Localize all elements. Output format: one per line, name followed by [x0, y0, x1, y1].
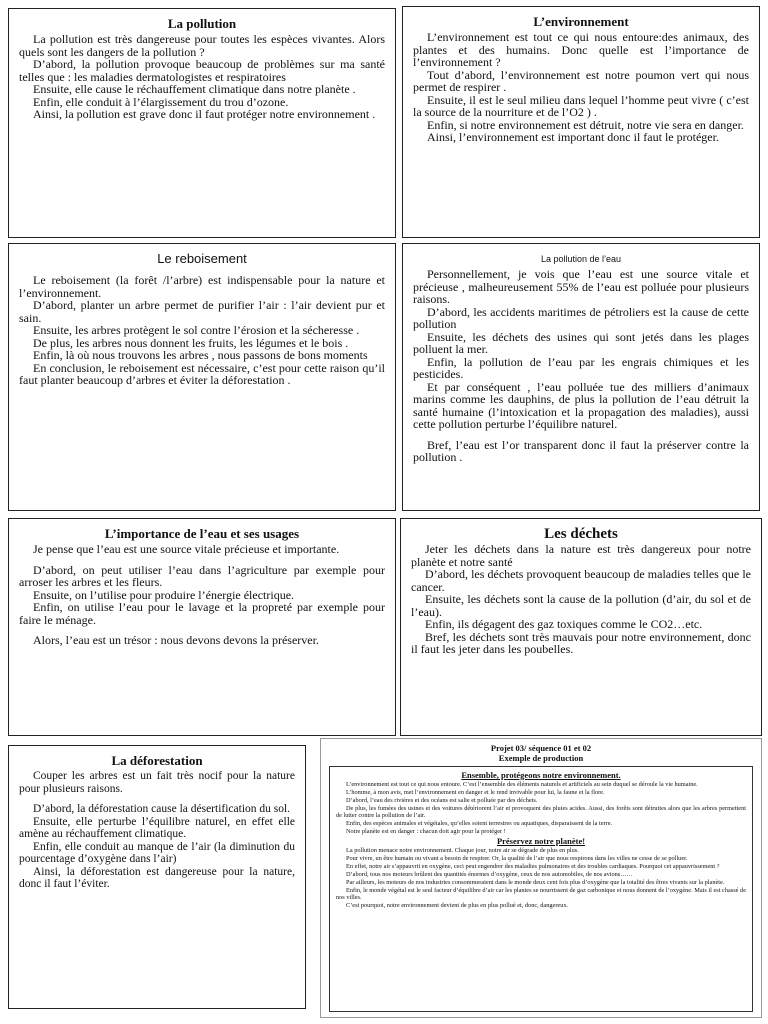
paragraph: Enfin, le monde végétal est le seul facteur d’équilibre d’air car les plantes se nourrissent de gaz carbonique et nous donnent de l’oxygène. Mais il est chassé de nos villes.	[336, 887, 746, 901]
paragraph: C’est pourquoi, notre environnement devient de plus en plus pollué et, donc, dangereux.	[346, 902, 569, 909]
paragraph: Ensuite, on l’utilise pour produire l’énergie électrique.	[33, 587, 295, 602]
paragraph: D’abord, les déchets provoquent beaucoup de maladies telles que le cancer.	[411, 567, 751, 594]
paragraph: Enfin, là où nous trouvons les arbres , nous passons de bons moments	[33, 348, 368, 362]
card-environnement	[402, 6, 760, 238]
paragraph: D’abord, les accidents maritimes de pétroliers est la cause de cette pollution	[413, 304, 749, 331]
card-title: La déforestation	[111, 753, 203, 768]
paragraph: Par ailleurs, les moteurs de nos industries consommeraient dans le monde deux cent fois plus d’oxygène que la totalité des êtres vivants sur la planète.	[346, 879, 725, 886]
paragraph: L’environnement est tout ce qui nous entoure:des animaux, des plantes et des humains. Donc quelle est l’importance de l’environnement ?	[413, 30, 749, 69]
paragraph: Enfin, elle conduit à l’élargissement du trou d’ozone.	[33, 94, 289, 109]
paragraph: Enfin, si notre environnement est détruit, notre vie sera en danger.	[427, 117, 744, 132]
paragraph: D’abord, planter un arbre permet de purifier l’air : l’air devient pur et sain.	[19, 298, 385, 325]
paragraph: L’environnement est tout ce qui nous entoure. C’est l’ensemble des éléments naturels et artificiels au sein duquel se déroule la vie humaine.	[346, 781, 698, 788]
paragraph: Jeter les déchets dans la nature est très dangereux pour notre planète et notre santé	[411, 542, 751, 569]
paragraph: De plus, les arbres nous donnent les fruits, les légumes et le bois .	[33, 335, 349, 350]
paragraph: Tout d’abord, l’environnement est notre poumon vert qui nous permet de respirer .	[413, 67, 749, 94]
section-title: Préservez notre planète!	[496, 836, 586, 846]
paragraph: D’abord, on peut utiliser l’eau dans l’agriculture par exemple pour arroser les arbres et les fleurs.	[19, 562, 385, 589]
production-example-box	[329, 766, 753, 1012]
card-eau-usages	[8, 518, 396, 736]
paragraph: La pollution est très dangereuse pour toutes les espèces vivantes. Alors quels sont les dangers de la pollution ?	[19, 32, 385, 59]
paragraph: Bref, l’eau est l’or transparent donc il faut la préserver contre la pollution .	[413, 437, 749, 464]
paragraph: Alors, l’eau est un trésor : nous devons devons la préserver.	[33, 633, 319, 647]
paragraph: D’abord, la déforestation cause la désertification du sol.	[33, 803, 291, 815]
projet-header: Projet 03/ séquence 01 et 02	[490, 743, 592, 753]
paragraph: Enfin, la pollution de l’eau par les engrais chimiques et les pesticides.	[413, 354, 749, 381]
card-title: Les déchets	[544, 526, 618, 542]
card-title: L’environnement	[533, 14, 629, 29]
paragraph: D’abord, la pollution provoque beaucoup de problèmes sur ma santé telles que : les maladies dermatologistes et respiratoires	[19, 57, 385, 84]
paragraph: Notre planète est en danger : chacun doit agir pour la protéger !	[346, 828, 506, 835]
paragraph: D’abord, l’eau des rivières et des océans est salie et polluée par des déchets.	[346, 797, 538, 804]
card-title: Le reboisement	[157, 251, 247, 266]
paragraph: En conclusion, le reboisement est nécessaire, c’est pour cette raison qu’il faut planter beaucoup d’arbres et éviter la déforestation .	[19, 360, 385, 387]
paragraph: La pollution menace notre environnement. Chaque jour, notre air se dégrade de plus en plus.	[346, 847, 579, 854]
paragraph: De plus, les fumées des usines et des voitures détériorent l’air et provoquent des pluies acides. Aussi, des forêts sont détruites alors que les arbres permettent de lutter contre la pollution de l’air.	[336, 805, 746, 819]
paragraph: Enfin, des espèces animales et végétales, qu’elles soient terrestres ou aquatiques, disparaissent de la terre.	[346, 820, 613, 827]
card-title: L’importance de l’eau et ses usages	[104, 526, 300, 541]
paragraph: Et par conséquent , l’eau polluée tue des milliers d’animaux marins comme les dauphins, de plus la pollution de l’eau détruit la santé humaine (l’intoxication et la propagation des maladies), aussi cette pollution perturbe l’équilibre naturel.	[413, 379, 749, 431]
section-title: Ensemble, protégeons notre environnement.	[461, 770, 621, 780]
card-title: La pollution	[167, 16, 237, 31]
paragraph: Le reboisement (la forêt /l’arbre) est indispensable pour la nature et l’environnement.	[19, 273, 385, 300]
paragraph: Ensuite, les déchets des usines qui sont jetés dans les plages polluent la mer.	[413, 329, 749, 356]
card-projet-exemple	[320, 738, 762, 1018]
paragraph: Bref, les déchets sont très mauvais pour notre environnement, donc il faut les jeter dans les poubelles.	[411, 629, 751, 656]
paragraph: Personnellement, je vois que l’eau est une source vitale et précieuse , malheureusement 55% de l’eau est polluée pour plusieurs raisons.	[413, 267, 749, 306]
paragraph: Ainsi, la déforestation est dangereuse pour la nature, donc il faut l’éviter.	[19, 865, 295, 890]
paragraph: Ensuite, les déchets sont la cause de la pollution (d’air, du sol et de l’eau).	[411, 592, 751, 619]
paragraph: Pour vivre, un être humain ou vivant a besoin de respirer. Or, la qualité de l’air que nous respirons dans les villes ne cesse de se polluer.	[346, 855, 688, 862]
card-pollution-eau	[402, 243, 760, 511]
card-reboisement	[8, 243, 396, 511]
card-title: La pollution de l’eau	[540, 254, 622, 264]
paragraph: Ainsi, l’environnement est important donc il faut le protéger.	[427, 130, 719, 144]
paragraph: Couper les arbres est un fait très nocif pour la nature pour plusieurs raisons.	[19, 770, 295, 795]
paragraph: Ainsi, la pollution est grave donc il faut protéger notre environnement .	[33, 107, 376, 121]
card-dechets	[400, 518, 762, 736]
paragraph: Enfin, elle conduit au manque de l’air (la diminution du pourcentage d’oxygène dans l’air)	[19, 840, 295, 865]
projet-subheader: Exemple de production	[498, 753, 584, 763]
paragraph: Ensuite, les arbres protègent le sol contre l’érosion et la sécheresse .	[33, 323, 360, 337]
paragraph: Enfin, ils dégagent des gaz toxiques comme le CO2…etc.	[425, 617, 703, 631]
paragraph: L’homme, à mon avis, met l’environnement en danger et le rend invivable pour lui, la faune et la flore.	[346, 789, 605, 796]
paragraph: Enfin, on utilise l’eau pour le lavage et la propreté par exemple pour faire le ménage.	[19, 600, 385, 627]
paragraph: Je pense que l’eau est une source vitale précieuse et importante.	[33, 542, 340, 556]
card-la-pollution	[8, 8, 396, 238]
paragraph: D’abord, tous nos moteurs brûlent des quantités énormes d’oxygène, ceux de nos automobiles, de nos avions……	[346, 871, 633, 878]
paragraph: Ensuite, elle cause le réchauffement climatique dans notre planète .	[33, 82, 356, 96]
paragraph: Ensuite, elle perturbe l’équilibre naturel, en effet elle amène au réchauffement climatique.	[19, 815, 295, 840]
card-deforestation	[8, 745, 306, 1009]
paragraph: Ensuite, il est le seul milieu dans lequel l’homme peut vivre ( c’est la source de la nourriture et de l’O2 ) .	[413, 92, 749, 119]
paragraph: En effet, notre air s’appauvrit en oxygène, ceci peut engendrer des maladies pulmonaires et des troubles cardiaques. Pourquoi cet appauvrissement ?	[346, 863, 720, 870]
